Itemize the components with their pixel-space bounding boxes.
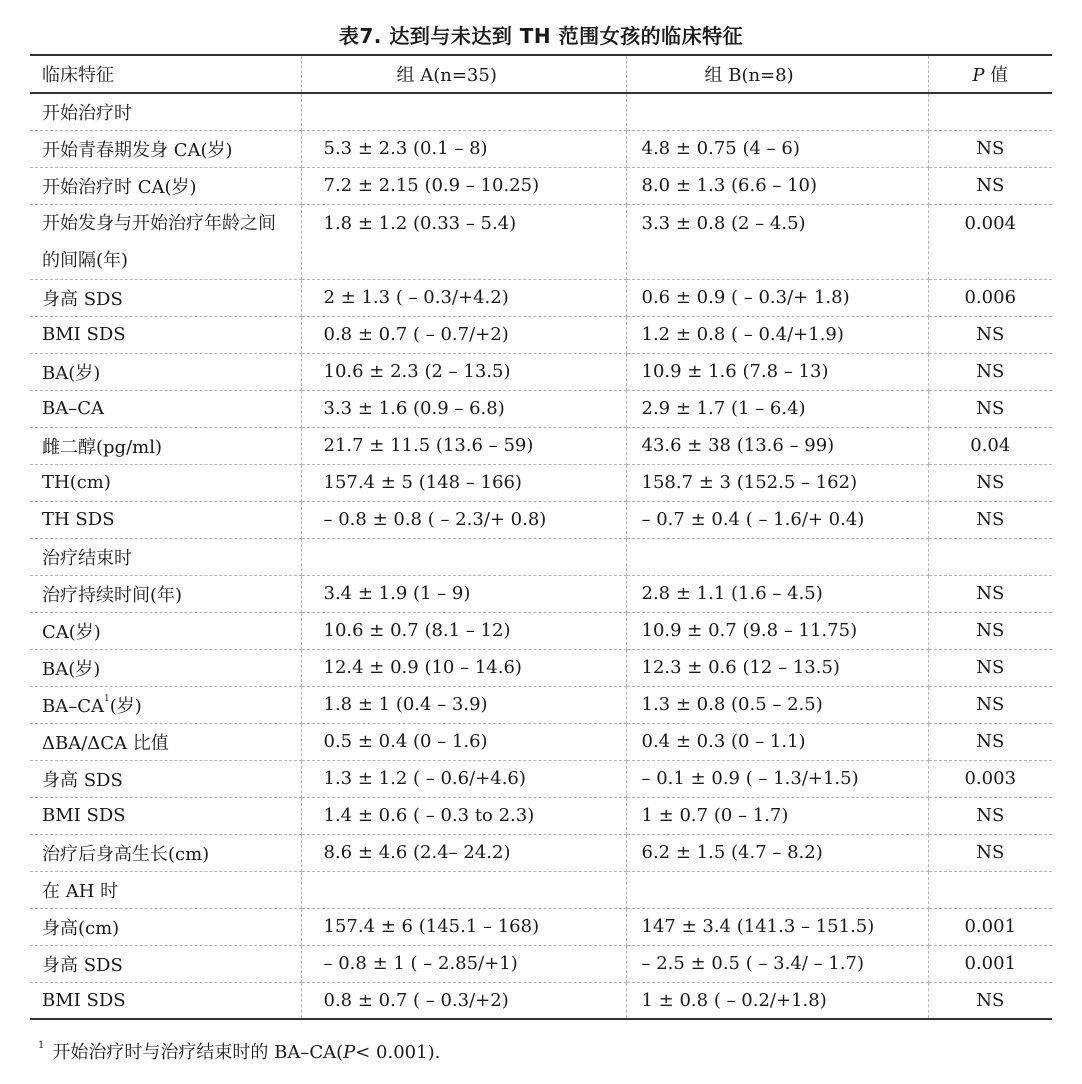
row-label	[30, 464, 301, 501]
p-value: NS	[928, 501, 1052, 538]
row-label	[30, 390, 301, 427]
table-row	[30, 353, 1052, 390]
group-b-value: 0.6 ± 0.9 ( – 0.3/+ 1.8)	[626, 279, 928, 316]
group-b-value: 0.4 ± 0.3 (0 – 1.1)	[626, 723, 928, 760]
row-label-text: 身高(cm)	[42, 917, 120, 939]
group-b-value: 3.3 ± 0.8 (2 – 4.5)	[626, 204, 928, 279]
empty-cell	[626, 871, 928, 908]
group-b-value: 1.2 ± 0.8 ( – 0.4/+1.9)	[626, 316, 928, 353]
group-a-value: 0.5 ± 0.4 (0 – 1.6)	[301, 723, 626, 760]
group-a-value: 157.4 ± 6 (145.1 – 168)	[301, 908, 626, 945]
empty-cell	[928, 871, 1052, 908]
section-row	[30, 871, 1052, 908]
row-label-text: 身高 SDS	[42, 288, 123, 310]
row-label-text: BMI SDS	[42, 805, 126, 826]
p-value: NS	[928, 316, 1052, 353]
table-row	[30, 167, 1052, 204]
group-b-value: 10.9 ± 0.7 (9.8 – 11.75)	[626, 612, 928, 649]
row-label-text: TH SDS	[42, 509, 115, 530]
empty-cell	[626, 538, 928, 575]
group-a-value: 10.6 ± 0.7 (8.1 – 12)	[301, 612, 626, 649]
group-a-value: 3.4 ± 1.9 (1 – 9)	[301, 575, 626, 612]
header-p-value	[928, 55, 1052, 93]
group-b-value: 1.3 ± 0.8 (0.5 – 2.5)	[626, 686, 928, 723]
table-row	[30, 797, 1052, 834]
group-b-value: 8.0 ± 1.3 (6.6 – 10)	[626, 167, 928, 204]
section-row	[30, 538, 1052, 575]
p-value: NS	[928, 982, 1052, 1019]
clinical-characteristics-table	[30, 54, 1052, 1020]
table-row	[30, 501, 1052, 538]
p-value: NS	[928, 575, 1052, 612]
group-b-value: 1 ± 0.7 (0 – 1.7)	[626, 797, 928, 834]
row-label-text: 治疗后身高生长(cm)	[42, 843, 210, 865]
p-value: NS	[928, 649, 1052, 686]
table-row	[30, 945, 1052, 982]
table-body	[30, 93, 1052, 1019]
row-label-text: ΔBA/ΔCA 比值	[42, 732, 169, 754]
empty-cell	[301, 93, 626, 130]
row-label	[30, 945, 301, 982]
group-a-value: 1.4 ± 0.6 ( – 0.3 to 2.3)	[301, 797, 626, 834]
p-value: NS	[928, 797, 1052, 834]
group-b-value: 12.3 ± 0.6 (12 – 13.5)	[626, 649, 928, 686]
empty-cell	[301, 871, 626, 908]
group-a-value: 21.7 ± 11.5 (13.6 – 59)	[301, 427, 626, 464]
row-label	[30, 167, 301, 204]
footnote-ref-marker: 1	[104, 693, 110, 704]
header-group-a: 组 A(n=35)	[301, 55, 626, 93]
row-label-text: 雌二醇(pg/ml)	[42, 436, 162, 458]
empty-cell	[301, 538, 626, 575]
row-label	[30, 279, 301, 316]
row-label	[30, 130, 301, 167]
group-a-value: – 0.8 ± 0.8 ( – 2.3/+ 0.8)	[301, 501, 626, 538]
table-row	[30, 464, 1052, 501]
row-label	[30, 908, 301, 945]
group-a-value: 5.3 ± 2.3 (0.1 – 8)	[301, 130, 626, 167]
p-value: 0.003	[928, 760, 1052, 797]
table-row	[30, 760, 1052, 797]
group-a-value: 0.8 ± 0.7 ( – 0.3/+2)	[301, 982, 626, 1019]
row-label-text: 开始发身与开始治疗年龄之间的间隔(年)	[42, 212, 276, 271]
p-value: NS	[928, 686, 1052, 723]
group-a-value: 2 ± 1.3 ( – 0.3/+4.2)	[301, 279, 626, 316]
group-a-value: 157.4 ± 5 (148 – 166)	[301, 464, 626, 501]
table-row	[30, 649, 1052, 686]
empty-cell	[626, 93, 928, 130]
table-row	[30, 612, 1052, 649]
header-group-b: 组 B(n=8)	[626, 55, 928, 93]
p-value: 0.004	[928, 204, 1052, 279]
section-label: 在 AH 时	[30, 871, 301, 908]
group-b-value: 4.8 ± 0.75 (4 – 6)	[626, 130, 928, 167]
table-row	[30, 390, 1052, 427]
table-row	[30, 130, 1052, 167]
table-row	[30, 723, 1052, 760]
footnote-p-letter: P	[343, 1042, 356, 1063]
group-b-value: 10.9 ± 1.6 (7.8 – 13)	[626, 353, 928, 390]
row-label	[30, 427, 301, 464]
group-a-value: 12.4 ± 0.9 (10 – 14.6)	[301, 649, 626, 686]
table-title: 表7. 达到与未达到 TH 范围女孩的临床特征	[338, 24, 744, 48]
row-label	[30, 723, 301, 760]
group-b-value: – 0.1 ± 0.9 ( – 1.3/+1.5)	[626, 760, 928, 797]
row-label	[30, 760, 301, 797]
group-a-value: 1.8 ± 1.2 (0.33 – 5.4)	[301, 204, 626, 279]
row-label-text: 身高 SDS	[42, 769, 123, 791]
group-a-value: 1.8 ± 1 (0.4 – 3.9)	[301, 686, 626, 723]
row-label	[30, 204, 301, 279]
group-a-value: 0.8 ± 0.7 ( – 0.7/+2)	[301, 316, 626, 353]
group-a-value: 3.3 ± 1.6 (0.9 – 6.8)	[301, 390, 626, 427]
p-value: NS	[928, 612, 1052, 649]
row-label	[30, 575, 301, 612]
group-b-value: 2.8 ± 1.1 (1.6 – 4.5)	[626, 575, 928, 612]
footnote-text-after: < 0.001).	[355, 1042, 441, 1063]
group-b-value: 6.2 ± 1.5 (4.7 – 8.2)	[626, 834, 928, 871]
row-label	[30, 353, 301, 390]
group-a-value: 7.2 ± 2.15 (0.9 – 10.25)	[301, 167, 626, 204]
row-label-text: 身高 SDS	[42, 954, 123, 976]
row-label-text: 开始治疗时 CA(岁)	[42, 176, 197, 198]
row-label	[30, 649, 301, 686]
p-value: NS	[928, 390, 1052, 427]
p-value: 0.006	[928, 279, 1052, 316]
footnote-text-before: 开始治疗时与治疗结束时的 BA–CA(	[52, 1042, 344, 1063]
empty-cell	[928, 538, 1052, 575]
group-b-value: 158.7 ± 3 (152.5 – 162)	[626, 464, 928, 501]
header-characteristic: 临床特征	[30, 55, 301, 93]
group-b-value: 43.6 ± 38 (13.6 – 99)	[626, 427, 928, 464]
row-label-text: CA(岁)	[42, 621, 101, 643]
row-label-text: TH(cm)	[42, 472, 111, 493]
row-label-suffix: (岁)	[109, 695, 142, 717]
row-label	[30, 834, 301, 871]
p-value: NS	[928, 464, 1052, 501]
row-label-text: BA–CA	[42, 398, 104, 419]
row-label	[30, 797, 301, 834]
table-row	[30, 316, 1052, 353]
section-label: 开始治疗时	[30, 93, 301, 130]
table-row	[30, 686, 1052, 723]
header-p-letter: P	[972, 65, 985, 86]
p-value: 0.001	[928, 945, 1052, 982]
table-row	[30, 204, 1052, 279]
empty-cell	[928, 93, 1052, 130]
p-value: NS	[928, 723, 1052, 760]
group-a-value: – 0.8 ± 1 ( – 2.85/+1)	[301, 945, 626, 982]
p-value: NS	[928, 167, 1052, 204]
group-b-value: 147 ± 3.4 (141.3 – 151.5)	[626, 908, 928, 945]
group-b-value: – 0.7 ± 0.4 ( – 1.6/+ 0.4)	[626, 501, 928, 538]
group-b-value: 2.9 ± 1.7 (1 – 6.4)	[626, 390, 928, 427]
p-value: 0.001	[928, 908, 1052, 945]
row-label-text: BA(岁)	[42, 658, 101, 680]
row-label-text: 治疗持续时间(年)	[42, 584, 183, 606]
p-value: NS	[928, 353, 1052, 390]
table-row	[30, 982, 1052, 1019]
section-row	[30, 93, 1052, 130]
row-label-text: BMI SDS	[42, 324, 126, 345]
row-label	[30, 982, 301, 1019]
table-row	[30, 575, 1052, 612]
row-label	[30, 316, 301, 353]
group-b-value: – 2.5 ± 0.5 ( – 3.4/ – 1.7)	[626, 945, 928, 982]
row-label	[30, 501, 301, 538]
row-label	[30, 686, 301, 723]
row-label-text: BA(岁)	[42, 362, 101, 384]
header-p-suffix: 值	[984, 65, 1009, 86]
footnote-marker: 1	[38, 1040, 45, 1051]
row-label-text: BMI SDS	[42, 989, 126, 1011]
p-value: NS	[928, 130, 1052, 167]
row-label	[30, 612, 301, 649]
group-a-value: 1.3 ± 1.2 ( – 0.6/+4.6)	[301, 760, 626, 797]
table-row	[30, 427, 1052, 464]
group-a-value: 10.6 ± 2.3 (2 – 13.5)	[301, 353, 626, 390]
table-row	[30, 908, 1052, 945]
row-label-text: BA–CA	[42, 695, 104, 717]
section-label: 治疗结束时	[30, 538, 301, 575]
table-row	[30, 834, 1052, 871]
group-b-value: 1 ± 0.8 ( – 0.2/+1.8)	[626, 982, 928, 1019]
row-label-text: 开始青春期发身 CA(岁)	[42, 139, 233, 161]
footnote	[38, 1038, 440, 1064]
group-a-value: 8.6 ± 4.6 (2.4– 24.2)	[301, 834, 626, 871]
p-value: NS	[928, 834, 1052, 871]
header-row	[30, 55, 1052, 93]
table-row	[30, 279, 1052, 316]
p-value: 0.04	[928, 427, 1052, 464]
